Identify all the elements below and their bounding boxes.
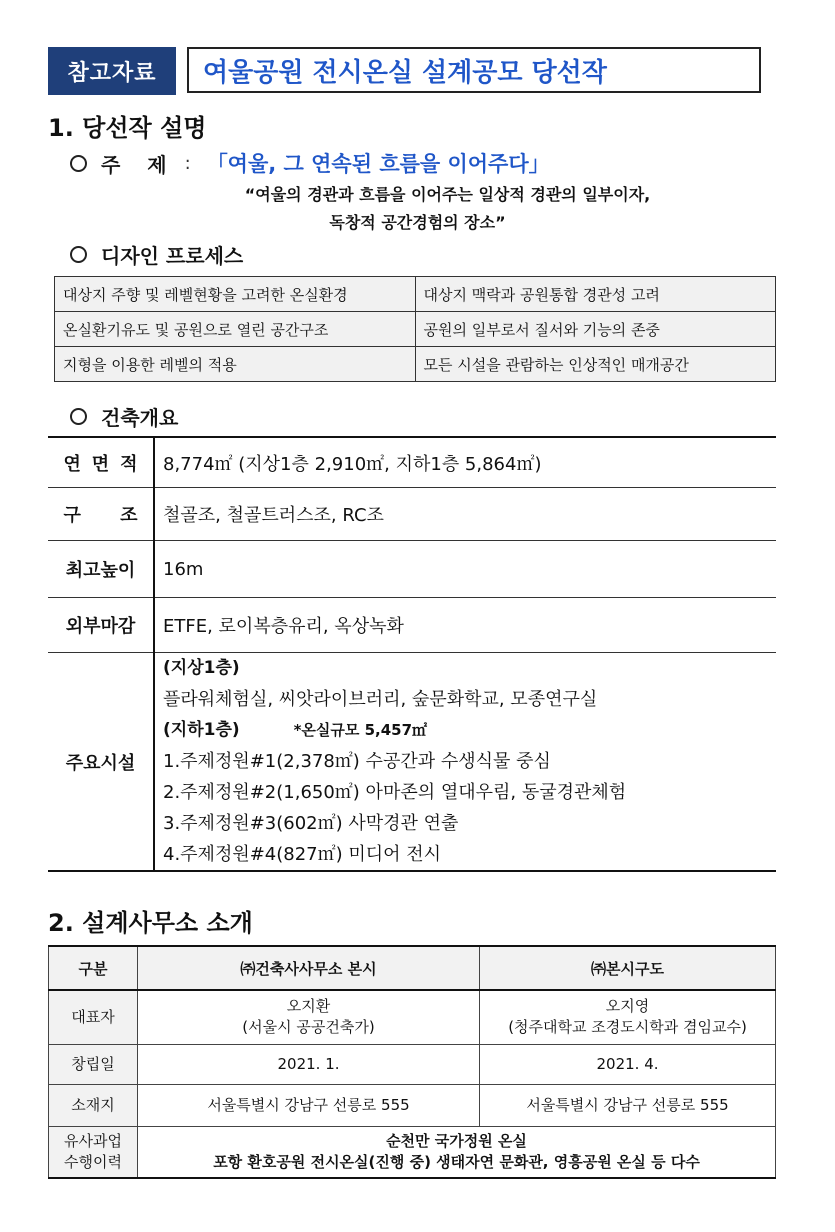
table-row (48, 541, 776, 598)
table-row (49, 1044, 776, 1084)
basement-note: *온실규모 5,457㎡ (293, 721, 428, 739)
design-process-table (54, 276, 776, 382)
ground-floor-heading: (지상1층) (163, 658, 240, 678)
cell-line: (청주대학교 조경도시학과 겸임교수) (508, 1018, 747, 1037)
row-label-line: 수행이력 (64, 1152, 122, 1171)
section2-heading: 2. 설계사무소 소개 (48, 909, 253, 937)
table-cell (138, 990, 480, 1044)
basement-item: 1.주제정원#1(2,378㎡) 수공간과 수생식물 중심 (163, 751, 551, 772)
finish-label: 외부마감 (48, 598, 154, 653)
table-row (49, 990, 776, 1044)
row-label: 대표자 (49, 990, 138, 1044)
table-row (55, 347, 776, 382)
history-line: 포항 환호공원 전시온실(진행 중) 생태자연 문화관, 영흥공원 온실 등 다수 (213, 1152, 700, 1171)
area-label-char: 면 (91, 453, 110, 475)
area-label-char: 적 (120, 453, 138, 475)
theme-value: 「여울, 그 연속된 흐름을 이어주다」 (206, 152, 550, 176)
cell-line: 오지영 (605, 997, 650, 1016)
finish-value: ETFE, 로이복층유리, 옥상녹화 (154, 598, 776, 653)
column-header: 구분 (49, 946, 138, 990)
table-row (55, 312, 776, 347)
structure-value: 철골조, 철골트러스조, RC조 (154, 488, 776, 541)
row-label: 창립일 (49, 1044, 138, 1084)
table-cell: 2021. 4. (480, 1044, 776, 1084)
process-cell: 공원의 일부로서 질서와 기능의 존중 (415, 312, 776, 347)
basement-item: 3.주제정원#3(602㎡) 사막경관 연출 (163, 813, 459, 834)
table-row (55, 277, 776, 312)
quote-line-2: 독창적 공간경험의 장소” (329, 213, 506, 232)
process-heading-label: 디자인 프로세스 (101, 244, 244, 268)
history-line: 순천만 국가정원 온실 (386, 1131, 527, 1150)
structure-label (48, 488, 154, 541)
history-cell (138, 1126, 776, 1178)
table-cell: 서울특별시 강남구 선릉로 555 (480, 1084, 776, 1126)
process-cell: 대상지 맥락과 공원통합 경관성 고려 (415, 277, 776, 312)
column-header: ㈜건축사사무소 본시 (138, 946, 480, 990)
document-title: 여울공원 전시온실 설계공모 당선작 (187, 47, 761, 93)
area-label (48, 437, 154, 488)
circle-bullet-icon (70, 408, 87, 425)
table-row (48, 437, 776, 488)
process-cell: 지형을 이용한 레벨의 적용 (55, 347, 416, 382)
table-cell: 서울특별시 강남구 선릉로 555 (138, 1084, 480, 1126)
structure-label-char: 조 (120, 505, 138, 526)
row-label-line: 유사과업 (64, 1131, 122, 1150)
circle-bullet-icon (70, 155, 87, 172)
structure-label-char: 구 (63, 505, 81, 526)
reference-tag: 참고자료 (48, 47, 176, 95)
facilities-label: 주요시설 (48, 653, 154, 872)
column-header: ㈜본시구도 (480, 946, 776, 990)
cell-line: (서울시 공공건축가) (242, 1018, 375, 1037)
row-label: 소재지 (49, 1084, 138, 1126)
area-label-char: 연 (63, 453, 81, 475)
basement-item: 2.주제정원#2(1,650㎡) 아마존의 열대우림, 동굴경관체험 (163, 782, 627, 803)
theme-colon: : (184, 152, 191, 174)
theme-label: 주 제 (101, 152, 177, 177)
overview-heading (70, 402, 178, 431)
section1-heading: 1. 당선작 설명 (48, 114, 207, 142)
table-row (49, 1126, 776, 1178)
process-cell: 대상지 주향 및 레벨현황을 고려한 온실환경 (55, 277, 416, 312)
process-cell: 모든 시설을 관람하는 인상적인 매개공간 (415, 347, 776, 382)
table-row (49, 1084, 776, 1126)
table-header-row (49, 946, 776, 990)
table-cell (480, 990, 776, 1044)
table-row (48, 488, 776, 541)
area-value: 8,774㎡ (지상1층 2,910㎡, 지하1층 5,864㎡) (154, 437, 776, 488)
office-intro-table (48, 945, 776, 1179)
row-label (49, 1126, 138, 1178)
height-label: 최고높이 (48, 541, 154, 598)
cell-line: 오지환 (286, 997, 331, 1016)
process-cell: 온실환기유도 및 공원으로 열린 공간구조 (55, 312, 416, 347)
theme-row (70, 148, 550, 178)
height-value: 16m (154, 541, 776, 598)
table-row (48, 598, 776, 653)
facilities-value (154, 653, 776, 872)
basement-item: 4.주제정원#4(827㎡) 미디어 전시 (163, 844, 442, 865)
basement-heading: (지하1층) (163, 720, 240, 740)
ground-floor-items: 플라워체험실, 씨앗라이브러리, 숲문화학교, 모종연구실 (163, 689, 598, 710)
circle-bullet-icon (70, 246, 87, 263)
overview-heading-label: 건축개요 (101, 406, 179, 430)
building-overview-table (48, 436, 776, 872)
quote-line-1: “여울의 경관과 흐름을 이어주는 일상적 경관의 일부이자, (244, 185, 651, 204)
table-row (48, 653, 776, 872)
basement-row (163, 715, 768, 746)
table-cell: 2021. 1. (138, 1044, 480, 1084)
process-heading (70, 240, 243, 269)
